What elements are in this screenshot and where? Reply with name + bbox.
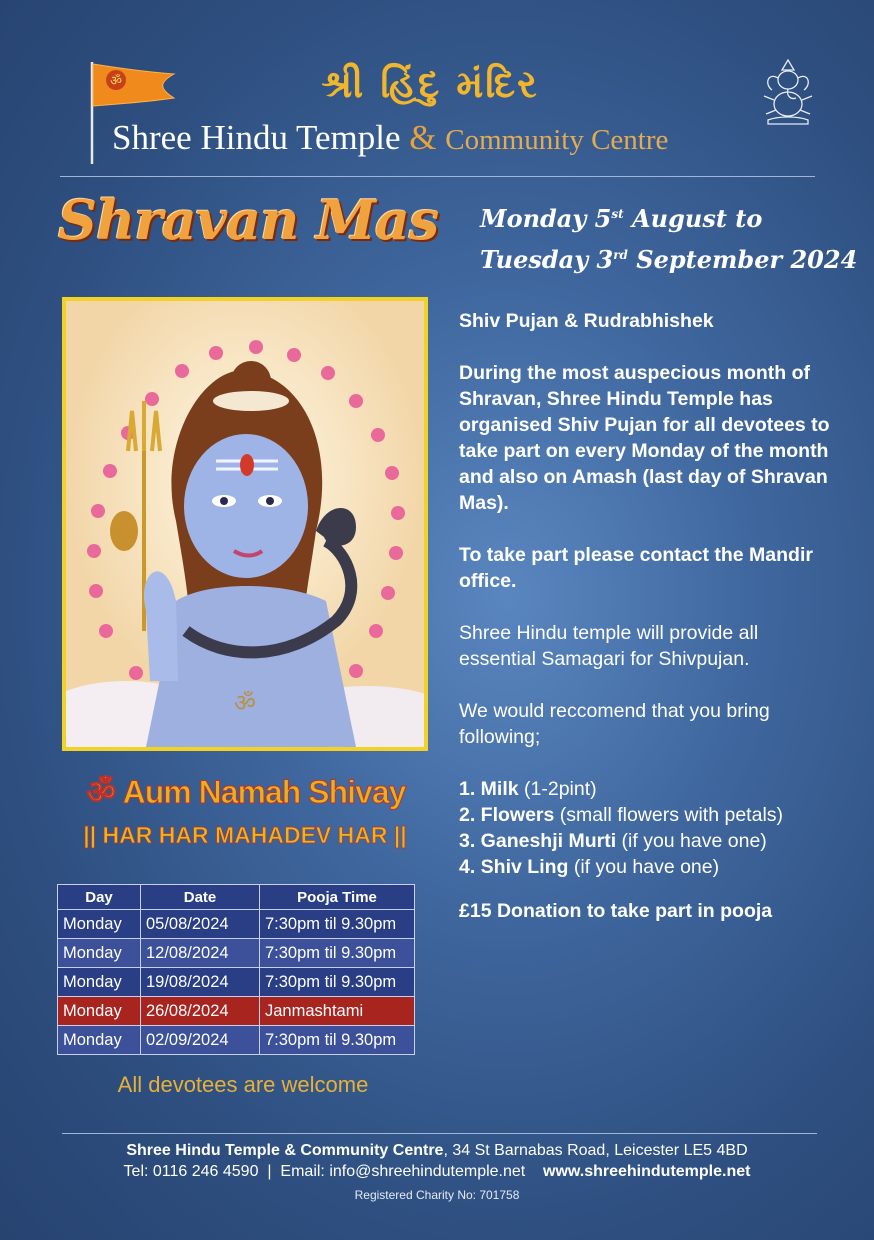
table-row [58,910,415,939]
aum-namah-shivay: ॐ Aum Namah Shivay [86,774,406,810]
temple-name [112,118,668,158]
info-paragraph-3: Shree Hindu temple will provide all essential Samagari for Shivpujan. [459,622,759,670]
flag-om-symbol: ॐ [110,74,122,89]
info-paragraph-1: During the most auspecious month of Shravan, Shree Hindu Temple has organised Shiv Pujan for all devotees to take part on every Monday of the month and also on Amash (last day of Shravan Mas). [459,362,830,514]
temple-name-main: Shree Hindu Temple [112,118,401,157]
temple-name-ampersand: & [409,118,437,157]
row-time: 7:30pm til 9.30pm [260,968,415,997]
list-item: 2. Flowers (small flowers with petals) [459,804,784,826]
header-pooja-time: Pooja Time [260,885,415,910]
list-item: 1. Milk (1-2pint) [459,778,597,800]
donation-note: £15 Donation to take part in pooja [459,900,773,922]
table-row [58,1026,415,1055]
event-start-date: Monday 5st August to [480,204,763,233]
items-list [459,776,839,880]
footer-address-text: , 34 St Barnabas Road, Leicester LE5 4BD [443,1142,748,1159]
table-row [58,968,415,997]
footer-divider [62,1133,817,1134]
footer-website-link[interactable]: www.shreehindutemple.net [543,1163,751,1180]
footer-contact-text: Tel: 0116 246 4590 | Email: info@shreehindutemple.net [123,1163,526,1180]
ganesh-icon [758,56,818,128]
row-date: 02/09/2024 [141,1026,260,1055]
footer-org-name: Shree Hindu Temple & Community Centre [126,1142,444,1159]
event-dates [480,196,857,278]
gujarati-title: શ્રી હિંદુ મંદિર [321,62,539,106]
row-day: Monday [58,939,141,968]
info-column [459,308,839,924]
footer-contact [0,1163,874,1181]
row-time: 7:30pm til 9.30pm [260,939,415,968]
shiva-image [62,297,428,751]
footer-address [0,1142,874,1160]
info-paragraph-2: To take part please contact the Mandir office. [459,544,813,592]
row-day: Monday [58,997,141,1026]
info-heading: Shiv Pujan & Rudrabhishek [459,310,714,332]
table-header-row [58,885,415,910]
row-day: Monday [58,910,141,939]
table-row-highlighted [58,997,415,1026]
row-time: 7:30pm til 9.30pm [260,1026,415,1055]
row-day: Monday [58,1026,141,1055]
row-date: 12/08/2024 [141,939,260,968]
info-paragraph-4: We would reccomend that you bring following; [459,700,770,748]
row-time: Janmashtami [260,997,415,1026]
header-day: Day [58,885,141,910]
temple-name-community-centre: Community Centre [445,124,669,156]
shiva-illustration [66,301,424,747]
event-end-date: Tuesday 3rd September 2024 [480,245,858,274]
row-day: Monday [58,968,141,997]
event-title: Shravan Mas [58,188,439,252]
schedule-table [57,884,415,1055]
list-item: 3. Ganeshji Murti (if you have one) [459,830,767,852]
header-divider [60,176,815,177]
header-date: Date [141,885,260,910]
table-row [58,939,415,968]
footer-charity: Registered Charity No: 701758 [354,1188,520,1202]
row-time: 7:30pm til 9.30pm [260,910,415,939]
row-date: 26/08/2024 [141,997,260,1026]
shiva-om-symbol: ॐ [234,689,256,717]
row-date: 05/08/2024 [141,910,260,939]
row-date: 19/08/2024 [141,968,260,997]
welcome-message: All devotees are welcome [117,1072,369,1097]
list-item: 4. Shiv Ling (if you have one) [459,856,720,878]
har-har-mahadev: || HAR HAR MAHADEV HAR || [83,822,407,848]
